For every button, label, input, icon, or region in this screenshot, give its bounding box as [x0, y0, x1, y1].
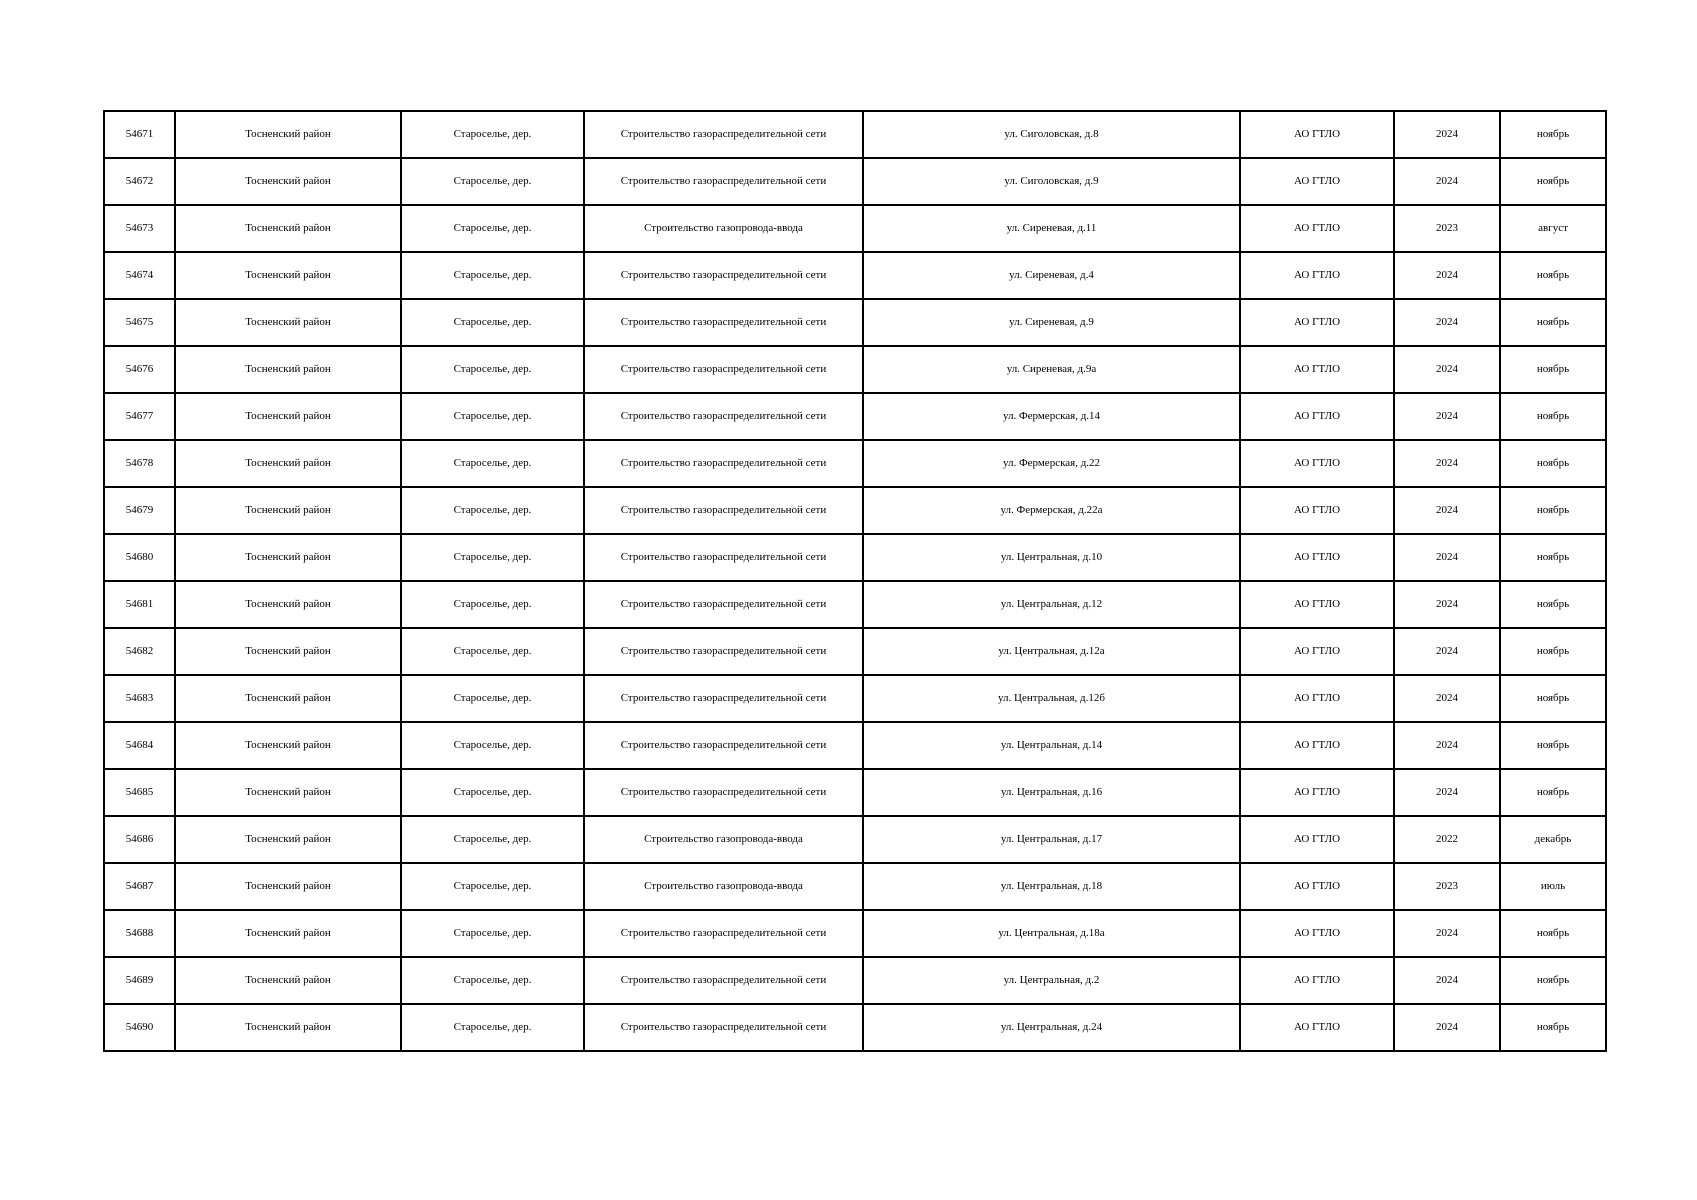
- organization-cell: АО ГТЛО: [1240, 440, 1394, 487]
- address-cell: ул. Центральная, д.18а: [863, 910, 1240, 957]
- year-cell: 2023: [1394, 205, 1500, 252]
- row-id-cell: 54676: [104, 346, 175, 393]
- district-cell: Тосненский район: [175, 158, 401, 205]
- row-id-cell: 54680: [104, 534, 175, 581]
- locality-cell: Староселье, дер.: [401, 581, 584, 628]
- locality-cell: Староселье, дер.: [401, 440, 584, 487]
- organization-cell: АО ГТЛО: [1240, 393, 1394, 440]
- locality-cell: Староселье, дер.: [401, 769, 584, 816]
- month-cell: ноябрь: [1500, 910, 1606, 957]
- locality-cell: Староселье, дер.: [401, 205, 584, 252]
- row-id-cell: 54675: [104, 299, 175, 346]
- table-row: [104, 440, 1606, 487]
- month-cell: ноябрь: [1500, 534, 1606, 581]
- year-cell: 2024: [1394, 581, 1500, 628]
- locality-cell: Староселье, дер.: [401, 111, 584, 158]
- row-id-cell: 54684: [104, 722, 175, 769]
- locality-cell: Староселье, дер.: [401, 299, 584, 346]
- work-type-cell: Строительство газораспределительной сети: [584, 158, 863, 205]
- table-row: [104, 252, 1606, 299]
- row-id-cell: 54674: [104, 252, 175, 299]
- table-row: [104, 1004, 1606, 1051]
- row-id-cell: 54681: [104, 581, 175, 628]
- address-cell: ул. Центральная, д.10: [863, 534, 1240, 581]
- table-row: [104, 487, 1606, 534]
- district-cell: Тосненский район: [175, 957, 401, 1004]
- month-cell: ноябрь: [1500, 393, 1606, 440]
- table-row: [104, 205, 1606, 252]
- organization-cell: АО ГТЛО: [1240, 1004, 1394, 1051]
- year-cell: 2022: [1394, 816, 1500, 863]
- year-cell: 2024: [1394, 299, 1500, 346]
- table-row: [104, 816, 1606, 863]
- address-cell: ул. Сиреневая, д.4: [863, 252, 1240, 299]
- organization-cell: АО ГТЛО: [1240, 628, 1394, 675]
- district-cell: Тосненский район: [175, 205, 401, 252]
- locality-cell: Староселье, дер.: [401, 628, 584, 675]
- month-cell: июль: [1500, 863, 1606, 910]
- table-row: [104, 957, 1606, 1004]
- year-cell: 2024: [1394, 910, 1500, 957]
- work-type-cell: Строительство газораспределительной сети: [584, 722, 863, 769]
- work-type-cell: Строительство газораспределительной сети: [584, 957, 863, 1004]
- work-type-cell: Строительство газораспределительной сети: [584, 534, 863, 581]
- table-row: [104, 346, 1606, 393]
- row-id-cell: 54685: [104, 769, 175, 816]
- address-cell: ул. Центральная, д.17: [863, 816, 1240, 863]
- work-type-cell: Строительство газопровода-ввода: [584, 863, 863, 910]
- locality-cell: Староселье, дер.: [401, 252, 584, 299]
- work-type-cell: Строительство газораспределительной сети: [584, 581, 863, 628]
- year-cell: 2024: [1394, 722, 1500, 769]
- month-cell: ноябрь: [1500, 628, 1606, 675]
- address-cell: ул. Центральная, д.12б: [863, 675, 1240, 722]
- work-type-cell: Строительство газораспределительной сети: [584, 769, 863, 816]
- work-type-cell: Строительство газораспределительной сети: [584, 440, 863, 487]
- month-cell: ноябрь: [1500, 722, 1606, 769]
- year-cell: 2024: [1394, 675, 1500, 722]
- district-cell: Тосненский район: [175, 299, 401, 346]
- table-row: [104, 863, 1606, 910]
- table-row: [104, 534, 1606, 581]
- year-cell: 2024: [1394, 534, 1500, 581]
- row-id-cell: 54689: [104, 957, 175, 1004]
- organization-cell: АО ГТЛО: [1240, 675, 1394, 722]
- table-row: [104, 769, 1606, 816]
- locality-cell: Староселье, дер.: [401, 816, 584, 863]
- district-cell: Тосненский район: [175, 722, 401, 769]
- organization-cell: АО ГТЛО: [1240, 252, 1394, 299]
- table-row: [104, 111, 1606, 158]
- gasification-table: [103, 110, 1607, 1052]
- locality-cell: Староселье, дер.: [401, 393, 584, 440]
- row-id-cell: 54679: [104, 487, 175, 534]
- address-cell: ул. Центральная, д.18: [863, 863, 1240, 910]
- year-cell: 2024: [1394, 769, 1500, 816]
- district-cell: Тосненский район: [175, 769, 401, 816]
- table-row: [104, 675, 1606, 722]
- organization-cell: АО ГТЛО: [1240, 299, 1394, 346]
- month-cell: ноябрь: [1500, 675, 1606, 722]
- address-cell: ул. Фермерская, д.22а: [863, 487, 1240, 534]
- organization-cell: АО ГТЛО: [1240, 158, 1394, 205]
- organization-cell: АО ГТЛО: [1240, 863, 1394, 910]
- row-id-cell: 54683: [104, 675, 175, 722]
- row-id-cell: 54677: [104, 393, 175, 440]
- organization-cell: АО ГТЛО: [1240, 111, 1394, 158]
- organization-cell: АО ГТЛО: [1240, 910, 1394, 957]
- address-cell: ул. Центральная, д.12а: [863, 628, 1240, 675]
- table-row: [104, 910, 1606, 957]
- address-cell: ул. Центральная, д.2: [863, 957, 1240, 1004]
- work-type-cell: Строительство газораспределительной сети: [584, 111, 863, 158]
- organization-cell: АО ГТЛО: [1240, 205, 1394, 252]
- row-id-cell: 54672: [104, 158, 175, 205]
- row-id-cell: 54686: [104, 816, 175, 863]
- month-cell: ноябрь: [1500, 487, 1606, 534]
- row-id-cell: 54682: [104, 628, 175, 675]
- work-type-cell: Строительство газораспределительной сети: [584, 393, 863, 440]
- address-cell: ул. Фермерская, д.14: [863, 393, 1240, 440]
- year-cell: 2024: [1394, 440, 1500, 487]
- year-cell: 2024: [1394, 628, 1500, 675]
- row-id-cell: 54690: [104, 1004, 175, 1051]
- address-cell: ул. Сиголовская, д.9: [863, 158, 1240, 205]
- work-type-cell: Строительство газораспределительной сети: [584, 628, 863, 675]
- work-type-cell: Строительство газораспределительной сети: [584, 252, 863, 299]
- work-type-cell: Строительство газораспределительной сети: [584, 346, 863, 393]
- month-cell: ноябрь: [1500, 346, 1606, 393]
- district-cell: Тосненский район: [175, 111, 401, 158]
- year-cell: 2024: [1394, 393, 1500, 440]
- address-cell: ул. Центральная, д.12: [863, 581, 1240, 628]
- address-cell: ул. Центральная, д.16: [863, 769, 1240, 816]
- district-cell: Тосненский район: [175, 440, 401, 487]
- address-cell: ул. Центральная, д.24: [863, 1004, 1240, 1051]
- table-row: [104, 722, 1606, 769]
- district-cell: Тосненский район: [175, 581, 401, 628]
- month-cell: ноябрь: [1500, 957, 1606, 1004]
- year-cell: 2024: [1394, 111, 1500, 158]
- table-row: [104, 581, 1606, 628]
- year-cell: 2024: [1394, 1004, 1500, 1051]
- year-cell: 2024: [1394, 252, 1500, 299]
- year-cell: 2024: [1394, 346, 1500, 393]
- row-id-cell: 54678: [104, 440, 175, 487]
- month-cell: декабрь: [1500, 816, 1606, 863]
- address-cell: ул. Сиголовская, д.8: [863, 111, 1240, 158]
- table-row: [104, 299, 1606, 346]
- row-id-cell: 54688: [104, 910, 175, 957]
- month-cell: ноябрь: [1500, 252, 1606, 299]
- district-cell: Тосненский район: [175, 393, 401, 440]
- district-cell: Тосненский район: [175, 1004, 401, 1051]
- locality-cell: Староселье, дер.: [401, 487, 584, 534]
- row-id-cell: 54671: [104, 111, 175, 158]
- month-cell: ноябрь: [1500, 440, 1606, 487]
- address-cell: ул. Сиреневая, д.9: [863, 299, 1240, 346]
- month-cell: ноябрь: [1500, 769, 1606, 816]
- table-row: [104, 628, 1606, 675]
- organization-cell: АО ГТЛО: [1240, 957, 1394, 1004]
- address-cell: ул. Сиреневая, д.11: [863, 205, 1240, 252]
- locality-cell: Староселье, дер.: [401, 910, 584, 957]
- locality-cell: Староселье, дер.: [401, 346, 584, 393]
- locality-cell: Староселье, дер.: [401, 534, 584, 581]
- table-row: [104, 393, 1606, 440]
- month-cell: ноябрь: [1500, 158, 1606, 205]
- year-cell: 2024: [1394, 487, 1500, 534]
- organization-cell: АО ГТЛО: [1240, 534, 1394, 581]
- row-id-cell: 54673: [104, 205, 175, 252]
- address-cell: ул. Фермерская, д.22: [863, 440, 1240, 487]
- year-cell: 2024: [1394, 158, 1500, 205]
- work-type-cell: Строительство газораспределительной сети: [584, 675, 863, 722]
- year-cell: 2024: [1394, 957, 1500, 1004]
- locality-cell: Староселье, дер.: [401, 1004, 584, 1051]
- month-cell: ноябрь: [1500, 581, 1606, 628]
- month-cell: ноябрь: [1500, 111, 1606, 158]
- district-cell: Тосненский район: [175, 252, 401, 299]
- locality-cell: Староселье, дер.: [401, 863, 584, 910]
- locality-cell: Староселье, дер.: [401, 158, 584, 205]
- organization-cell: АО ГТЛО: [1240, 769, 1394, 816]
- locality-cell: Староселье, дер.: [401, 957, 584, 1004]
- work-type-cell: Строительство газопровода-ввода: [584, 205, 863, 252]
- table-body: [104, 111, 1606, 1051]
- district-cell: Тосненский район: [175, 346, 401, 393]
- year-cell: 2023: [1394, 863, 1500, 910]
- address-cell: ул. Сиреневая, д.9а: [863, 346, 1240, 393]
- organization-cell: АО ГТЛО: [1240, 722, 1394, 769]
- organization-cell: АО ГТЛО: [1240, 816, 1394, 863]
- month-cell: август: [1500, 205, 1606, 252]
- district-cell: Тосненский район: [175, 816, 401, 863]
- district-cell: Тосненский район: [175, 910, 401, 957]
- work-type-cell: Строительство газораспределительной сети: [584, 487, 863, 534]
- work-type-cell: Строительство газораспределительной сети: [584, 299, 863, 346]
- organization-cell: АО ГТЛО: [1240, 581, 1394, 628]
- month-cell: ноябрь: [1500, 299, 1606, 346]
- table-row: [104, 158, 1606, 205]
- work-type-cell: Строительство газораспределительной сети: [584, 1004, 863, 1051]
- work-type-cell: Строительство газопровода-ввода: [584, 816, 863, 863]
- district-cell: Тосненский район: [175, 863, 401, 910]
- work-type-cell: Строительство газораспределительной сети: [584, 910, 863, 957]
- organization-cell: АО ГТЛО: [1240, 487, 1394, 534]
- organization-cell: АО ГТЛО: [1240, 346, 1394, 393]
- row-id-cell: 54687: [104, 863, 175, 910]
- district-cell: Тосненский район: [175, 487, 401, 534]
- district-cell: Тосненский район: [175, 534, 401, 581]
- address-cell: ул. Центральная, д.14: [863, 722, 1240, 769]
- month-cell: ноябрь: [1500, 1004, 1606, 1051]
- district-cell: Тосненский район: [175, 628, 401, 675]
- locality-cell: Староселье, дер.: [401, 675, 584, 722]
- district-cell: Тосненский район: [175, 675, 401, 722]
- locality-cell: Староселье, дер.: [401, 722, 584, 769]
